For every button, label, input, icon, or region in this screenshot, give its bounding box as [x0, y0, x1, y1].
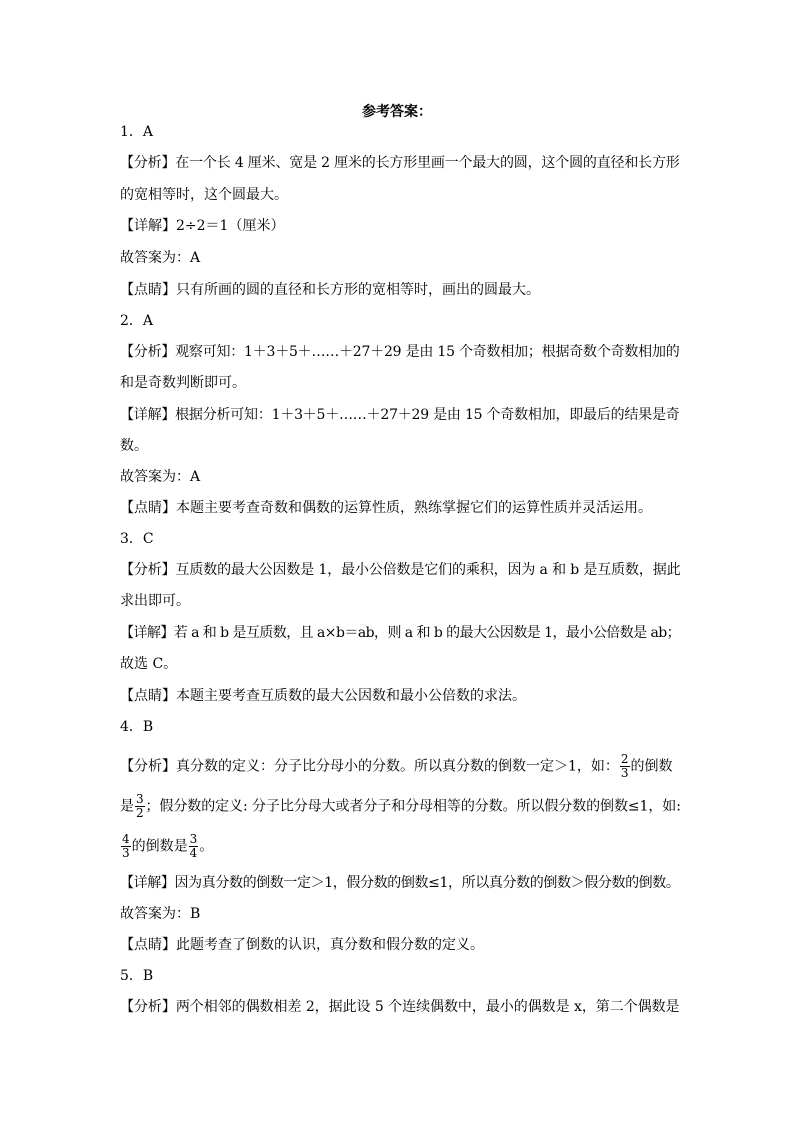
q3-comment: 【点睛】本题主要考查互质数的最大公因数和最小公倍数的求法。 [120, 688, 526, 704]
q4-comment: 【点睛】此题考查了倒数的认识，真分数和假分数的定义。 [120, 937, 484, 953]
q4-analysis-line3 [120, 833, 680, 860]
fraction-3-2 [135, 793, 145, 820]
fraction-numerator: 3 [135, 792, 144, 806]
q2-answer: 故答案为：A [120, 469, 201, 485]
q2-detail-line2: 数。 [120, 438, 148, 454]
q2-detail-line1: 【详解】根据分析可知：1＋3＋5＋……＋27＋29 是由 15 个奇数相加，即最后的结果是奇 [120, 407, 680, 423]
q5-analysis-line1: 【分析】两个相邻的偶数相差 2，据此设 5 个连续偶数中，最小的偶数是 x，第二个偶数是 [120, 999, 680, 1015]
q4-analysis-text-f: 。 [199, 838, 214, 855]
q3-analysis-line2: 求出即可。 [120, 593, 190, 609]
q1-number: 1．A [120, 124, 154, 140]
q3-detail-line1: 【详解】若 a 和 b 是互质数，且 a×b＝ab，则 a 和 b 的最大公因数是 1，最小公倍数是 ab； [120, 625, 681, 641]
fraction-denominator: 3 [122, 846, 130, 860]
q4-analysis-text-c: 是 [120, 798, 134, 815]
q4-analysis-text-d: ；假分数的定义: 分子比分母大或者分子和分母相等的分数。所以假分数的倒数≤1，如: [145, 798, 681, 815]
fraction-2-3 [620, 753, 630, 780]
q2-number: 2．A [120, 313, 154, 329]
q3-number: 3．C [120, 531, 154, 547]
q1-detail: 【详解】2÷2＝1（厘米） [120, 218, 285, 234]
fraction-denominator: 2 [135, 806, 144, 820]
q4-answer: 故答案为：B [120, 906, 201, 922]
q1-analysis-line1: 【分析】在一个长 4 厘米、宽是 2 厘米的长方形里画一个最大的圆，这个圆的直径和长方形 [120, 155, 680, 171]
q4-analysis-line2 [120, 793, 680, 820]
q4-analysis-text-a: 【分析】真分数的定义：分子比分母小的分数。所以真分数的倒数一定＞1，如： [120, 758, 619, 775]
q4-analysis-text-b: 的倒数 [630, 758, 673, 775]
fraction-numerator: 2 [620, 752, 629, 766]
q4-number: 4．B [120, 719, 154, 735]
fraction-4-3 [121, 833, 131, 860]
q4-detail: 【详解】因为真分数的倒数一定＞1，假分数的倒数≤1，所以真分数的倒数＞假分数的倒数。 [120, 875, 680, 891]
fraction-denominator: 3 [620, 766, 629, 780]
page-title: 参考答案： [362, 104, 432, 120]
q1-analysis-line2: 的宽相等时，这个圆最大。 [120, 187, 288, 203]
q2-analysis-line2: 和是奇数判断即可。 [120, 375, 246, 391]
q2-analysis-line1: 【分析】观察可知：1＋3＋5＋……＋27＋29 是由 15 个奇数相加；根据奇数个奇数相加的 [120, 344, 680, 360]
q4-analysis-text-e: 的倒数是 [131, 838, 188, 855]
q2-comment: 【点睛】本题主要考查奇数和偶数的运算性质，熟练掌握它们的运算性质并灵活运用。 [120, 500, 652, 516]
q5-number: 5．B [120, 968, 154, 984]
fraction-denominator: 4 [189, 846, 198, 860]
fraction-3-4 [189, 833, 199, 860]
q1-answer: 故答案为：A [120, 250, 201, 266]
fraction-numerator: 3 [189, 832, 198, 846]
q3-detail-line2: 故选 C。 [120, 656, 178, 672]
fraction-numerator: 4 [122, 832, 130, 846]
q1-comment: 【点睛】只有所画的圆的直径和长方形的宽相等时，画出的圆最大。 [120, 282, 540, 298]
q4-analysis-line1 [120, 753, 680, 780]
q3-analysis-line1: 【分析】互质数的最大公因数是 1，最小公倍数是它们的乘积，因为 a 和 b 是互质数，据此 [120, 562, 681, 578]
